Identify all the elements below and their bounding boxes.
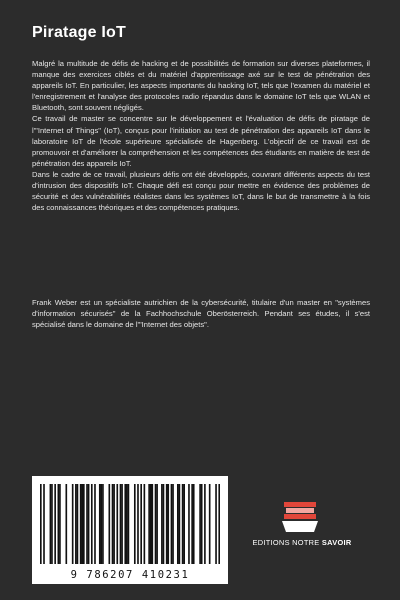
book-stack-icon — [280, 500, 320, 534]
author-bio-text: Frank Weber est un spécialiste autrichien de la cybersécurité, titulaire d'un master en "systèmes d'information sécurisés" de la Fachhochschule Oberösterreich. Pendant ses études, il s'est spécialisé dans le domaine de l'"Internet des objets". — [32, 298, 370, 330]
book-title: Piratage IoT — [32, 24, 126, 41]
abstract-paragraph: Ce travail de master se concentre sur le développement et l'évaluation de défis de piratage de l'"Internet of Things" (IoT), conçus pour l'initiation au test de pénétration des appareils IoT dans le laboratoire IoT de l'école supérieure spécialisée de Hagenberg. L'objectif de ce travail est de promouvoir et d'améliorer la compréhension et les compétences des étudiants en matière de test de pénétration des appareils IoT. — [32, 114, 370, 168]
barcode-bars — [40, 484, 220, 564]
abstract-paragraph: Malgré la multitude de défis de hacking et de possibilités de formation sur diverses plateformes, il manque des exercices ciblés et du matériel d'apprentissage axé sur le test de pénétration des appareils IoT. En particulier, les aspects importants du hacking IoT, tels que l'examen du matériel et l'enregistrement et l'analyse des protocoles radio répandus dans le domaine IoT tels que WLAN et Bluetooth, sont souvent négligés. — [32, 59, 370, 113]
publisher-name-bold: SAVOIR — [321, 538, 352, 547]
author-bio — [32, 297, 370, 330]
isbn-number: 9 786207 410231 — [70, 569, 190, 581]
publisher-name — [232, 538, 372, 547]
publisher-logo-block — [232, 500, 372, 560]
abstract-paragraph: Dans le cadre de ce travail, plusieurs défis ont été développés, couvrant différents aspects du test d'intrusion des dispositifs IoT. Chaque défi est conçu pour mettre en évidence des problèmes de sécurité et des vulnérabilités réalistes dans les systèmes IoT, dans le but de transmettre à la fois des connaissances théoriques et des compétences pratiques. — [32, 169, 370, 213]
abstract — [32, 58, 370, 213]
publisher-name-prefix: EDITIONS NOTRE — [252, 538, 320, 547]
barcode — [32, 476, 228, 584]
